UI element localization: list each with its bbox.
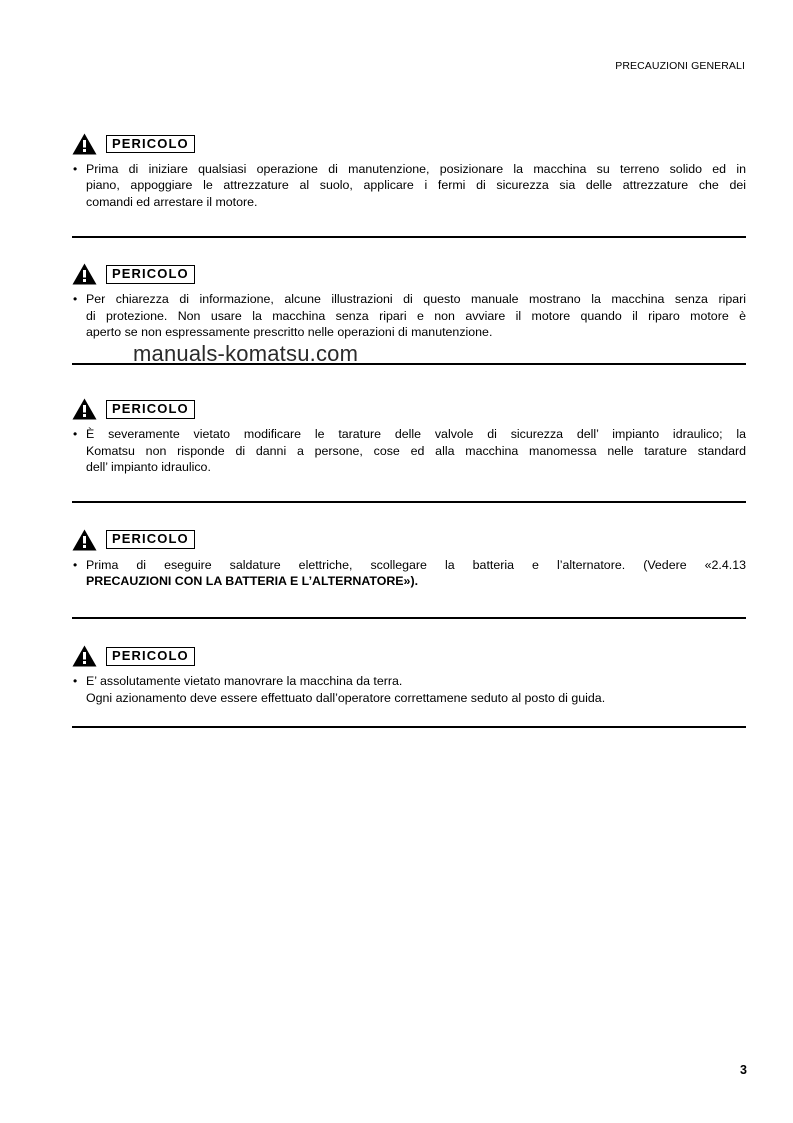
warning-text-3 [72,426,746,475]
warnings-container [72,132,746,728]
warning-line: dell’ impianto idraulico. [86,460,211,475]
danger-tag-5: PERICOLO [106,647,195,666]
warning-text-2 [72,291,746,340]
page-number: 3 [740,1063,747,1077]
reference-title: PRECAUZIONI CON LA BATTERIA E L’ALTERNATORE»). [86,574,419,589]
warning-header-3 [72,397,746,421]
warning-line: di protezione. Non usare la macchina senza ripari e non avviare il motore quando il riparo motore è [86,308,746,323]
warning-text-5 [72,673,746,706]
bullet-icon: • [73,557,78,572]
warning-triangle-icon [72,398,97,420]
warning-header-2 [72,262,746,286]
warning-block-2 [72,262,746,340]
warning-triangle-icon [72,263,97,285]
warning-block-4 [72,528,746,590]
warning-triangle-icon [72,645,97,667]
warning-line: Komatsu non risponde di danni a persone, cose ed alla macchina manomessa nelle tarature standard [86,443,746,458]
bullet-icon: • [73,427,78,442]
watermark-text: manuals-komatsu.com [133,341,359,366]
danger-tag-2: PERICOLO [106,265,195,284]
warning-line-bold [86,573,746,589]
warning-header-4 [72,528,746,552]
bullet-icon: • [73,292,78,307]
warning-line: È severamente vietato modificare le tarature delle valvole di sicurezza dell’ impianto idraulico; la [86,427,746,442]
warning-text-4 [72,557,746,590]
warning-triangle-icon [72,529,97,551]
warning-block-1 [72,132,746,210]
warning-line: Prima di eseguire saldature elettriche, scollegare la batteria e l’alternatore. (Vedere «2.4.13 [86,557,746,572]
warning-line: piano, appoggiare le attrezzature al suolo, applicare i fermi di sicurezza sia delle attrezzature che dei [86,178,746,193]
warning-block-3 [72,397,746,475]
danger-tag-4: PERICOLO [106,530,195,549]
warning-line: comandi ed arrestare il motore. [86,194,258,209]
warning-line: Prima di iniziare qualsiasi operazione di manutenzione, posizionare la macchina su terreno solido ed in [86,162,746,176]
warning-header-5 [72,644,746,668]
warning-line: E’ assolutamente vietato manovrare la macchina da terra. [86,674,403,689]
running-header: PRECAUZIONI GENERALI [615,60,745,72]
danger-tag-1: PERICOLO [106,135,195,154]
danger-tag-3: PERICOLO [106,400,195,419]
warning-line: Ogni azionamento deve essere effettuato dall’operatore correttamene seduto al posto di guida. [86,690,606,705]
warning-line: Per chiarezza di informazione, alcune illustrazioni di questo manuale mostrano la macchina senza ripari [86,292,746,307]
warning-header-1 [72,132,746,156]
bullet-icon: • [73,162,78,176]
bullet-icon: • [73,674,78,689]
warning-line: aperto se non espressamente prescritto nelle operazioni di manutenzione. [86,325,493,340]
divider-rule-5 [72,726,746,728]
warning-triangle-icon [72,133,97,155]
warning-block-5 [72,644,746,706]
warning-text-1 [72,161,746,210]
